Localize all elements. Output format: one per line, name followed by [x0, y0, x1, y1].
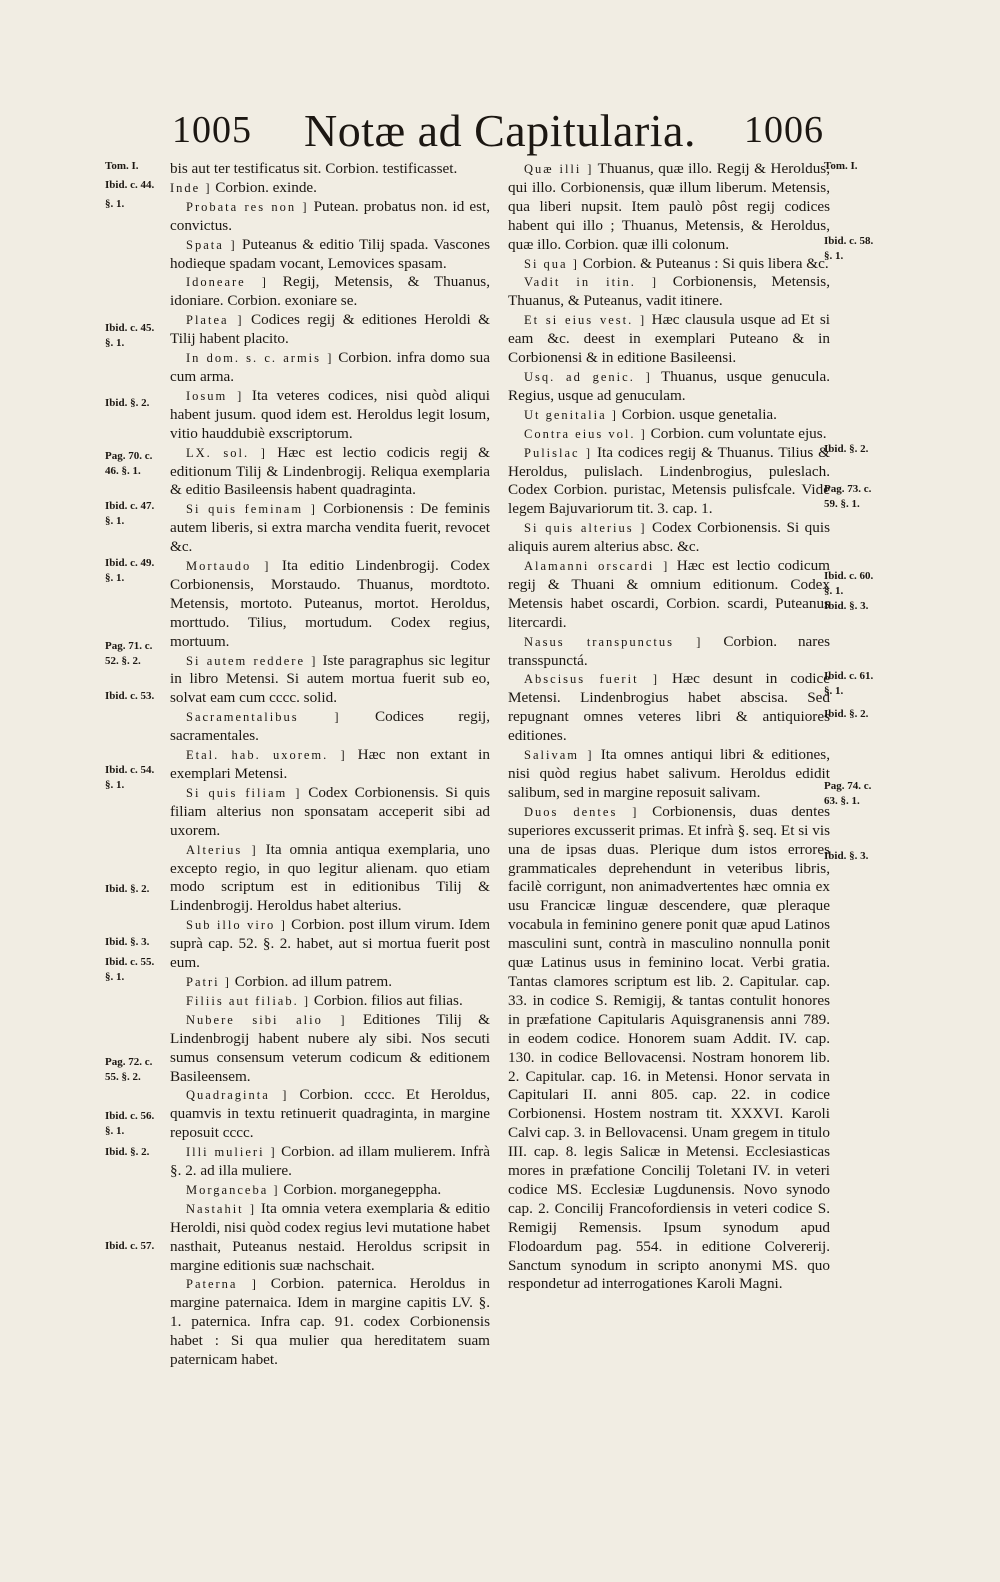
lemma: Probata res non ]	[186, 199, 309, 214]
margin-reference: Ibid. c. 56.	[105, 1110, 155, 1122]
lemma: Pulislac ]	[524, 445, 593, 460]
lemma: Si quis feminam ]	[186, 502, 317, 517]
page-number-right: 1006	[744, 109, 824, 151]
note-entry	[508, 311, 830, 368]
entry-text: Corbion. usque genetalia.	[617, 405, 777, 423]
entry-text: Ita codices regij & Thuanus. Tilius & Heroldus, pulislach. Lindenbrogius, puleslach. Codex Corbion. puristac, Metensis pulisfcale. Vide legem Bajuvariorum tit. 3. cap. 1.	[508, 443, 830, 518]
entry-text: Ita omnes antiqui libri & editiones, nisi quòd regius habet salivum. Heroldus edidit salibum, sed in margine reposuit salivam.	[508, 746, 830, 801]
entry-text: Corbion. cum voluntate ejus.	[646, 424, 827, 442]
margin-reference: §. 1.	[105, 779, 125, 791]
note-entry	[170, 387, 490, 444]
lemma: Alterius ]	[186, 842, 258, 857]
lemma: Illi mulieri ]	[186, 1145, 277, 1160]
note-entry	[508, 519, 830, 557]
margin-reference: Pag. 71. c.	[105, 640, 153, 652]
lemma: Paterna ]	[186, 1277, 258, 1292]
lemma: Alamanni orscardi ]	[524, 559, 670, 574]
margin-reference: Ibid. c. 55.	[105, 956, 155, 968]
margin-reference: Ibid. §. 2.	[824, 443, 869, 455]
margin-reference: §. 1.	[824, 585, 844, 597]
margin-reference: Ibid. c. 57.	[105, 1240, 155, 1252]
note-entry	[170, 784, 490, 841]
lemma: Contra eius vol. ]	[524, 426, 647, 441]
note-entry	[170, 708, 490, 746]
lemma: Filiis aut filiab. ]	[186, 993, 311, 1008]
margin-reference: Pag. 72. c.	[105, 1056, 153, 1068]
margin-reference: Ibid. §. 2.	[105, 1146, 150, 1158]
margin-reference: Ibid. c. 53.	[105, 690, 155, 702]
note-entry	[170, 198, 490, 236]
margin-reference: Ibid. §. 3.	[824, 850, 869, 862]
note-entry	[508, 273, 830, 311]
note-entry	[508, 425, 830, 444]
margin-reference: Pag. 73. c.	[824, 483, 872, 495]
note-entry	[170, 349, 490, 387]
entry-text: Puteanus & editio Tilij spada. Vascones hodieque spadam vocant, Lemovices spasam.	[170, 235, 490, 272]
note-entry	[170, 236, 490, 274]
lemma: Spata ]	[186, 237, 237, 252]
lemma: Ut genitalia ]	[524, 407, 618, 422]
entry-text: Hæc clausula usque ad Et si eam &c. deest in exemplari Puteano & in Corbionensi & in editione Basileensi.	[508, 311, 830, 367]
note-entry	[170, 1086, 490, 1143]
lemma: Patri ]	[186, 974, 231, 989]
entry-text: Corbion. ad illum patrem.	[230, 972, 393, 990]
entry-text: Ita editio Lindenbrogij. Codex Corbionensis, Morstaudo. Thuanus, mordtoto. Metensis, mortoto. Puteanus, mortot. Heroldus, morttudo. Tilius, mortudum. Codex regius, mortuum.	[170, 557, 490, 650]
margin-reference: Tom. I.	[824, 160, 858, 172]
note-entry	[170, 444, 490, 501]
lemma: Si autem reddere ]	[186, 653, 318, 668]
margin-reference: §. 1.	[105, 198, 125, 210]
entry-text: Corbion. & Puteanus : Si quis libera &c.	[578, 254, 829, 272]
page-header	[160, 104, 840, 164]
margin-reference: Ibid. c. 58.	[824, 235, 874, 247]
lemma: Si qua ]	[524, 256, 579, 271]
note-entry	[170, 500, 490, 557]
entry-text: Corbion. filios aut filias.	[310, 991, 463, 1009]
note-entry	[170, 273, 490, 311]
lemma: Morganceba ]	[186, 1182, 280, 1197]
note-entry	[170, 916, 490, 973]
lemma: Si quis filiam ]	[186, 785, 302, 800]
lemma: Sub illo viro ]	[186, 918, 287, 933]
entry-text: Ita omnia vetera exemplaria & editio Heroldi, nisi quòd codex regius levi mutatione habet nasthait, Puteanus nestaid. Heroldus scripsit in margine editionis suæ nachschait.	[170, 1199, 490, 1274]
margin-reference: §. 1.	[105, 971, 125, 983]
lemma: Salivam ]	[524, 748, 594, 763]
entry-text: Ita omnia antiqua exemplaria, uno excepto regio, in quo legitur alienam. quo etiam modo scriptum est in editionibus Tilij & Lindenbrogij. Heroldus habet alterius.	[170, 840, 490, 915]
lemma: Inde ]	[170, 180, 212, 195]
lemma: Usq. ad genic. ]	[524, 369, 652, 384]
note-entry	[508, 633, 830, 671]
entry-text: Regij, Metensis, & Thuanus, idoniare. Corbion. exoniare se.	[170, 273, 490, 310]
note-entry	[170, 1011, 490, 1087]
entry-text: Hæc est lectio codicis regij & editionum Tilij & Lindenbrogij. Reliqua exemplaria & editio Basileensis habent quadraginta.	[170, 443, 490, 499]
margin-reference: 46. §. 1.	[105, 465, 141, 477]
right-column	[508, 160, 830, 1294]
note-entry	[170, 160, 490, 179]
entry-text: Thuanus, quæ illo. Regij & Heroldus, qui illo. Corbionensis, quæ illum liberum. Metensis, qua liberi nupsit. Item paulò pôst regij codices habent qui illo ; Thuanus, Metensis, & Heroldus, quæ illo. Corbion. quæ illi colonum.	[508, 160, 831, 253]
margin-reference: 52. §. 2.	[105, 655, 141, 667]
lemma: Etal. hab. uxorem. ]	[186, 748, 347, 763]
entry-text: Iste paragraphus sic legitur in libro Metensi. Si autem mortua fuerit sub eo, solvat eam cum cccc. solid.	[170, 651, 490, 707]
margin-reference: Ibid. c. 47.	[105, 500, 155, 512]
lemma: Duos dentes ]	[524, 804, 639, 819]
lemma: Abscisus fuerit ]	[524, 672, 660, 687]
note-entry	[170, 557, 490, 652]
margin-reference: Ibid. §. 3.	[105, 936, 150, 948]
entry-text: Corbionensis, Metensis, Thuanus, & Puteanus, vadit itinere.	[508, 273, 830, 310]
note-entry	[170, 992, 490, 1011]
margin-reference: Ibid. c. 54.	[105, 764, 155, 776]
lemma: Platea ]	[186, 313, 244, 328]
note-entry	[170, 973, 490, 992]
running-title: Notæ ad Capitularia.	[304, 105, 696, 156]
note-entry	[170, 1275, 490, 1370]
margin-reference: Pag. 74. c.	[824, 780, 872, 792]
lemma: Sacramentalibus ]	[186, 710, 341, 725]
margin-reference: Ibid. c. 61.	[824, 670, 874, 682]
margin-reference: §. 1.	[105, 337, 125, 349]
entry-text: Putean. probatus non. id est, convictus.	[170, 197, 491, 234]
note-entry	[508, 444, 830, 520]
note-entry	[170, 1143, 490, 1181]
lemma: Nastahit ]	[186, 1201, 256, 1216]
margin-reference: §. 1.	[824, 685, 844, 697]
entry-text: Editiones Tilij & Lindenbrogij habent nubere aly sibi. Nos secuti sumus consensum veterum codicum & editionem Basileensem.	[170, 1010, 490, 1085]
entry-text: Codex Corbionensis. Si quis aliquis aurem alterius absc. &c.	[508, 519, 830, 556]
note-entry	[508, 406, 830, 425]
lemma: Si quis alterius ]	[524, 521, 647, 536]
entry-text: Corbion. exinde.	[211, 178, 317, 196]
lemma: Vadit in itin. ]	[524, 275, 659, 290]
note-entry	[508, 746, 830, 803]
margin-reference: 59. §. 1.	[824, 498, 860, 510]
note-entry	[508, 368, 830, 406]
lemma: Idoneare ]	[186, 275, 268, 290]
margin-reference: Ibid. §. 2.	[105, 883, 150, 895]
note-entry	[170, 1200, 490, 1276]
entry-text: Corbionensis : De feminis autem liberis, si extra marcha vendita fuerit, revocet &c.	[170, 500, 490, 556]
entry-text: Codex Corbionensis. Si quis filiam alterius non sponsatam acceperit sibi ad uxorem.	[170, 783, 490, 839]
note-entry	[170, 179, 490, 198]
note-entry	[170, 746, 490, 784]
margin-reference: §. 1.	[824, 250, 844, 262]
note-entry	[170, 1181, 490, 1200]
note-entry	[508, 255, 830, 274]
entry-text: Corbion. morganegeppha.	[279, 1180, 442, 1198]
lemma: Et si eius vest. ]	[524, 313, 647, 328]
margin-reference: Ibid. c. 44.	[105, 179, 155, 191]
lemma: LX. sol. ]	[186, 445, 267, 460]
page-number-left: 1005	[172, 109, 252, 151]
entry-text: Hæc non extant in exemplari Metensi.	[170, 746, 490, 782]
margin-reference: §. 1.	[105, 1125, 125, 1137]
entry-text: Corbion. ad illam mulierem. Infrà §. 2. ad illa muliere.	[170, 1143, 490, 1180]
margin-reference: 55. §. 2.	[105, 1071, 141, 1083]
margin-reference: Ibid. c. 45.	[105, 322, 155, 334]
margin-reference: 63. §. 1.	[824, 795, 860, 807]
margin-reference: Ibid. c. 49.	[105, 557, 155, 569]
lemma: Nubere sibi alio ]	[186, 1012, 347, 1027]
entry-text: Corbion. infra domo sua cum arma.	[170, 349, 490, 385]
margin-reference: Pag. 70. c.	[105, 450, 153, 462]
lemma: In dom. s. c. armis ]	[186, 351, 334, 366]
entry-text: Corbion. nares transspunctá.	[508, 632, 830, 669]
entry-text: Hæc est lectio codicum regij & Thuani & omnium editionum. Codex Metensis habet oscardi, Corbion. scardi, Puteanus litercardi.	[508, 557, 830, 631]
entry-text: Thuanus, usque genucula. Regius, usque ad genuculam.	[508, 367, 830, 404]
entry-text: Codices regij, sacramentales.	[170, 708, 490, 745]
entry-text: Ita veteres codices, nisi quòd aliqui habent jusum. quod idem est. Heroldus legit losum, vitio hauddubiè exscriptorum.	[170, 386, 490, 442]
margin-reference: Ibid. c. 60.	[824, 570, 874, 582]
margin-reference: Tom. I.	[105, 160, 139, 172]
margin-reference: Ibid. §. 2.	[824, 708, 869, 720]
entry-text: bis aut ter testificatus sit. Corbion. testificasset.	[170, 160, 458, 177]
margin-reference: Ibid. §. 2.	[105, 397, 150, 409]
note-entry	[170, 311, 490, 349]
note-entry	[508, 160, 830, 255]
entry-text: Codices regij & editiones Heroldi & Tilij habent placito.	[170, 311, 490, 348]
entry-text: Corbion. cccc. Et Heroldus, quamvis in textu retinuerit quadraginta, in margine reposuit cccc.	[170, 1086, 490, 1142]
margin-reference: §. 1.	[105, 515, 125, 527]
note-entry	[508, 670, 830, 746]
margin-reference: Ibid. §. 3.	[824, 600, 869, 612]
lemma: Mortaudo ]	[186, 559, 271, 574]
lemma: Iosum ]	[186, 388, 244, 403]
margin-reference: §. 1.	[105, 572, 125, 584]
entry-text: Hæc desunt in codice Metensi. Lindenbrogius habet abscisa. Sed repugnant omnes veteres libri & antiquiores editiones.	[508, 670, 831, 745]
note-entry	[170, 841, 490, 917]
entry-text: Corbion. paternica. Heroldus in margine paternaica. Idem in margine capitis LV. §. 1. paternica. Infra cap. 91. codex Corbionensis habet : Si qua mulier qua hereditatem suam paternicam habet.	[170, 1275, 490, 1369]
entry-text: Corbion. post illum virum. Idem suprà cap. 52. §. 2. habet, aut si mortua fuerit post eum.	[170, 916, 491, 972]
left-column	[170, 160, 490, 1370]
lemma: Quæ illi ]	[524, 162, 594, 176]
entry-text: Corbionensis, duas dentes superiores excusserit primas. Et infrà §. seq. Et si vis una de ipsas duas. Plerique dum istos errores grammaticales deprehendunt in veteribus libris, facilè corrigunt, non animadvertentes hæc omnia ex usu Francicæ linguæ descendere, quæ pleraque vocabula in feminino genere ponit quæ apud Latinos masculini sunt, contrà in masculino nonnulla ponit quæ Latinus usus in feminino locat. Verbi gratia. Tantas clamores scriptum est lib. 2. Capitular. cap. 33. in codice S. Remigij, & tantas contulit honores in præfatione Capitularis Aquisgranensis anni 789. in eodem codice. Honorem suam Addit. IV. cap. 130. in codice Bellovacensi. Nostram honorem lib. 2. Capitular. cap. 16. in Metensi. Honor servata in Capitulari II. anni 805. cap. 22. in codice Corbionensi. Hostem nostram tit. XXXVI. Karoli Calvi cap. 3. in Bellovacensi. Unam gregem in titulo III. cap. 8. legis Salicæ in Metensi. Ecclesiasticas mores in præfatione Concilij Toletani IV. in veteri codice MS. Ecclesiæ Lugdunensis. Novo synodo cap. 2. Concilij Francofordiensis in veteri codice S. Remigij Remensis. Ipsum synodum apud Flodoardum pag. 554. in editione Colvererij. Sanctum synodum in scripto anonymi MS. quo respondetur ad interrogationes Karoli Magni.	[508, 802, 830, 1293]
note-entry	[508, 557, 830, 633]
note-entry	[170, 652, 490, 709]
lemma: Quadraginta ]	[186, 1088, 289, 1103]
note-entry	[508, 803, 830, 1295]
lemma: Nasus transpunctus ]	[524, 634, 703, 649]
